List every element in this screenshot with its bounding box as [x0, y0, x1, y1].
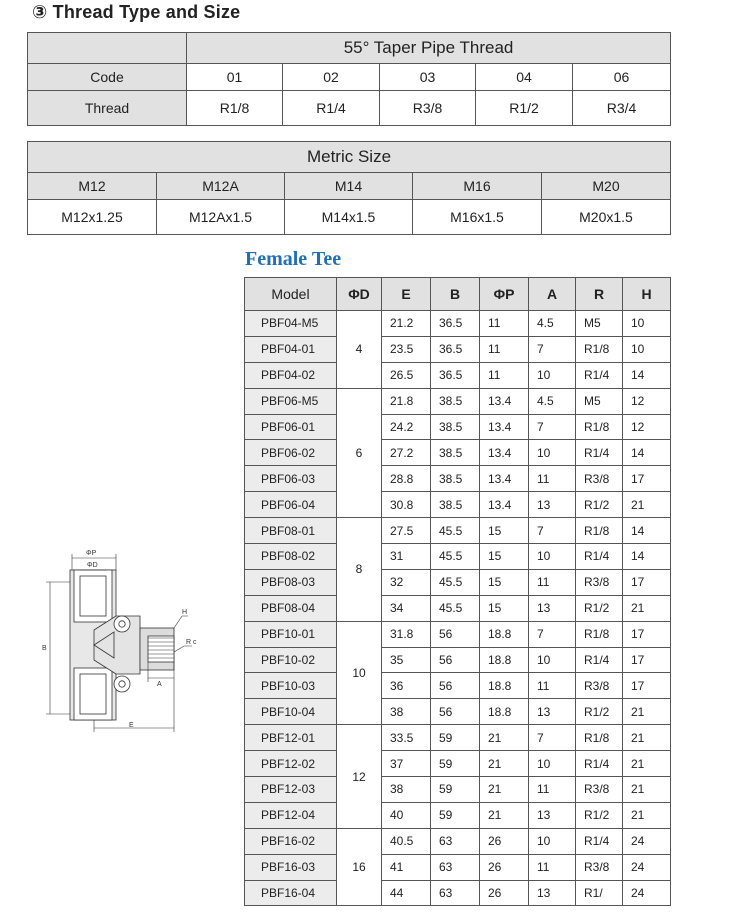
female-tee-diagram — [36, 546, 216, 746]
model-cell: PBF16-04 — [245, 880, 337, 906]
table-row — [245, 544, 671, 570]
dim-r-cell: R3/8 — [576, 777, 623, 803]
thread-cell: R1/8 — [187, 91, 283, 126]
thread-cell: R3/8 — [380, 91, 476, 126]
dim-b-cell: 59 — [431, 802, 480, 828]
model-cell: PBF08-04 — [245, 595, 337, 621]
code-cell: 06 — [573, 64, 671, 91]
dim-r-cell: R3/8 — [576, 466, 623, 492]
table-row — [245, 440, 671, 466]
dim-r-cell: R1/8 — [576, 621, 623, 647]
dim-p-cell: 21 — [480, 802, 529, 828]
dim-b-cell: 36.5 — [431, 336, 480, 362]
table-row — [245, 492, 671, 518]
dim-a-cell: 13 — [529, 880, 576, 906]
metric-size-table — [27, 141, 671, 235]
model-cell: PBF04-M5 — [245, 311, 337, 337]
dim-p-cell: 15 — [480, 544, 529, 570]
dim-b-cell: 59 — [431, 751, 480, 777]
dim-a-cell: 10 — [529, 647, 576, 673]
metric-thread-cell: M12Ax1.5 — [157, 200, 285, 235]
dim-b-cell: 38.5 — [431, 492, 480, 518]
section-title: Thread Type and Size — [52, 2, 241, 22]
tube-od-cell: 8 — [337, 518, 382, 622]
dim-b-cell: 45.5 — [431, 518, 480, 544]
female-tee-title: Female Tee — [245, 248, 342, 270]
model-cell: PBF10-03 — [245, 673, 337, 699]
tube-od-cell: 4 — [337, 311, 382, 389]
table-row — [245, 699, 671, 725]
metric-thread-cell: M12x1.25 — [28, 200, 157, 235]
code-cell: 02 — [283, 64, 380, 91]
col-h-header: H — [623, 278, 671, 311]
dim-b-cell: 59 — [431, 725, 480, 751]
dim-h-cell: 21 — [623, 802, 671, 828]
code-cell: 03 — [380, 64, 476, 91]
dim-p-cell: 15 — [480, 518, 529, 544]
female-tee-body — [245, 311, 671, 906]
model-cell: PBF06-01 — [245, 414, 337, 440]
col-a-header: A — [529, 278, 576, 311]
dim-r-cell: R1/8 — [576, 725, 623, 751]
dim-a-cell: 4.5 — [529, 311, 576, 337]
dim-e-cell: 26.5 — [382, 362, 431, 388]
dim-e-cell: 31 — [382, 544, 431, 570]
dim-a-cell: 10 — [529, 544, 576, 570]
model-cell: PBF06-04 — [245, 492, 337, 518]
dim-a-cell: 13 — [529, 492, 576, 518]
diagram-label-h: H — [182, 609, 188, 616]
dim-p-cell: 13.4 — [480, 414, 529, 440]
dim-a-cell: 10 — [529, 828, 576, 854]
dim-e-cell: 33.5 — [382, 725, 431, 751]
dim-p-cell: 11 — [480, 362, 529, 388]
model-cell: PBF16-02 — [245, 828, 337, 854]
tube-od-cell: 10 — [337, 621, 382, 725]
dim-b-cell: 38.5 — [431, 388, 480, 414]
dim-e-cell: 31.8 — [382, 621, 431, 647]
dim-h-cell: 17 — [623, 647, 671, 673]
dim-a-cell: 13 — [529, 699, 576, 725]
metric-size-cell: M12 — [28, 173, 157, 200]
dim-p-cell: 26 — [480, 854, 529, 880]
dim-r-cell: R1/2 — [576, 699, 623, 725]
dim-r-cell: R1/8 — [576, 336, 623, 362]
code-cell: 01 — [187, 64, 283, 91]
dim-b-cell: 36.5 — [431, 362, 480, 388]
dim-e-cell: 23.5 — [382, 336, 431, 362]
diagram-drawing — [46, 554, 192, 732]
dim-p-cell: 13.4 — [480, 466, 529, 492]
metric-size-cell: M14 — [285, 173, 413, 200]
dim-b-cell: 63 — [431, 828, 480, 854]
dim-a-cell: 13 — [529, 802, 576, 828]
dim-p-cell: 21 — [480, 777, 529, 803]
model-cell: PBF06-M5 — [245, 388, 337, 414]
dim-p-cell: 18.8 — [480, 699, 529, 725]
dim-p-cell: 15 — [480, 595, 529, 621]
thread-table-corner — [28, 33, 187, 64]
metric-size-cell: M20 — [542, 173, 671, 200]
dim-a-cell: 11 — [529, 673, 576, 699]
dim-r-cell: M5 — [576, 311, 623, 337]
dim-e-cell: 21.8 — [382, 388, 431, 414]
model-cell: PBF10-01 — [245, 621, 337, 647]
dim-h-cell: 21 — [623, 751, 671, 777]
section-number: ③ — [32, 2, 48, 22]
dim-a-cell: 11 — [529, 466, 576, 492]
dim-p-cell: 21 — [480, 725, 529, 751]
dim-e-cell: 21.2 — [382, 311, 431, 337]
dim-h-cell: 12 — [623, 414, 671, 440]
dim-h-cell: 10 — [623, 311, 671, 337]
dim-a-cell: 7 — [529, 621, 576, 647]
tube-od-cell: 12 — [337, 725, 382, 829]
table-row — [245, 880, 671, 906]
dim-e-cell: 27.5 — [382, 518, 431, 544]
table-row — [245, 621, 671, 647]
model-cell: PBF16-03 — [245, 854, 337, 880]
table-row — [245, 336, 671, 362]
dim-r-cell: R3/8 — [576, 854, 623, 880]
dim-b-cell: 38.5 — [431, 440, 480, 466]
model-cell: PBF10-04 — [245, 699, 337, 725]
diagram-label-d: ΦD — [87, 562, 98, 569]
model-cell: PBF08-01 — [245, 518, 337, 544]
model-cell: PBF12-02 — [245, 751, 337, 777]
dim-e-cell: 38 — [382, 699, 431, 725]
thread-label: Thread — [28, 91, 187, 126]
model-cell: PBF06-03 — [245, 466, 337, 492]
dim-p-cell: 18.8 — [480, 647, 529, 673]
col-e-header: E — [382, 278, 431, 311]
dim-a-cell: 10 — [529, 751, 576, 777]
dim-a-cell: 7 — [529, 414, 576, 440]
diagram-label-e: E — [129, 722, 134, 729]
diagram-label-a: A — [157, 681, 162, 688]
model-cell: PBF12-01 — [245, 725, 337, 751]
table-row — [245, 647, 671, 673]
dim-h-cell: 21 — [623, 699, 671, 725]
dim-b-cell: 45.5 — [431, 569, 480, 595]
metric-table-header: Metric Size — [28, 142, 671, 173]
dim-a-cell: 11 — [529, 777, 576, 803]
dim-h-cell: 12 — [623, 388, 671, 414]
dim-r-cell: R3/8 — [576, 569, 623, 595]
dim-p-cell: 18.8 — [480, 673, 529, 699]
dim-b-cell: 56 — [431, 699, 480, 725]
dim-p-cell: 13.4 — [480, 388, 529, 414]
dim-p-cell: 11 — [480, 336, 529, 362]
metric-size-cell: M16 — [413, 173, 542, 200]
model-cell: PBF04-02 — [245, 362, 337, 388]
dim-a-cell: 7 — [529, 336, 576, 362]
dim-b-cell: 56 — [431, 673, 480, 699]
table-row — [245, 854, 671, 880]
dim-h-cell: 24 — [623, 828, 671, 854]
dim-h-cell: 21 — [623, 595, 671, 621]
table-row — [245, 802, 671, 828]
dim-h-cell: 10 — [623, 336, 671, 362]
dim-r-cell: R1/4 — [576, 440, 623, 466]
dim-e-cell: 32 — [382, 569, 431, 595]
thread-cell: R1/4 — [283, 91, 380, 126]
table-row — [245, 673, 671, 699]
table-row — [245, 725, 671, 751]
dim-p-cell: 11 — [480, 311, 529, 337]
dim-a-cell: 4.5 — [529, 388, 576, 414]
dim-r-cell: R1/2 — [576, 802, 623, 828]
dim-r-cell: R1/8 — [576, 518, 623, 544]
model-cell: PBF04-01 — [245, 336, 337, 362]
female-tee-table — [244, 277, 671, 906]
dim-b-cell: 63 — [431, 880, 480, 906]
dim-h-cell: 14 — [623, 544, 671, 570]
table-row — [245, 751, 671, 777]
dim-r-cell: R1/4 — [576, 544, 623, 570]
diagram-label-p: ΦP — [86, 550, 97, 557]
dim-b-cell: 63 — [431, 854, 480, 880]
dim-r-cell: R1/4 — [576, 751, 623, 777]
dim-b-cell: 59 — [431, 777, 480, 803]
dim-e-cell: 40.5 — [382, 828, 431, 854]
dim-r-cell: R3/8 — [576, 673, 623, 699]
dim-h-cell: 17 — [623, 466, 671, 492]
dim-r-cell: R1/8 — [576, 414, 623, 440]
diagram-label-b: B — [42, 645, 47, 652]
metric-size-cell: M12A — [157, 173, 285, 200]
dim-r-cell: R1/2 — [576, 492, 623, 518]
table-row — [245, 569, 671, 595]
table-row — [245, 777, 671, 803]
thread-cell: R1/2 — [476, 91, 573, 126]
dim-b-cell: 38.5 — [431, 414, 480, 440]
model-cell: PBF08-03 — [245, 569, 337, 595]
dim-e-cell: 36 — [382, 673, 431, 699]
dim-b-cell: 45.5 — [431, 595, 480, 621]
dim-b-cell: 45.5 — [431, 544, 480, 570]
dim-h-cell: 14 — [623, 518, 671, 544]
dim-a-cell: 7 — [529, 725, 576, 751]
dim-a-cell: 7 — [529, 518, 576, 544]
dim-a-cell: 13 — [529, 595, 576, 621]
dim-e-cell: 37 — [382, 751, 431, 777]
model-cell: PBF08-02 — [245, 544, 337, 570]
dim-e-cell: 35 — [382, 647, 431, 673]
col-p-header: ΦP — [480, 278, 529, 311]
code-label: Code — [28, 64, 187, 91]
dim-h-cell: 14 — [623, 362, 671, 388]
dim-p-cell: 26 — [480, 880, 529, 906]
dim-e-cell: 34 — [382, 595, 431, 621]
model-cell: PBF12-03 — [245, 777, 337, 803]
code-cell: 04 — [476, 64, 573, 91]
table-row — [245, 595, 671, 621]
table-row — [245, 311, 671, 337]
dim-b-cell: 56 — [431, 621, 480, 647]
col-b-header: B — [431, 278, 480, 311]
model-cell: PBF06-02 — [245, 440, 337, 466]
female-tee-header-row — [245, 278, 671, 311]
dim-p-cell: 15 — [480, 569, 529, 595]
section-heading — [32, 2, 240, 23]
dim-e-cell: 41 — [382, 854, 431, 880]
dim-a-cell: 11 — [529, 854, 576, 880]
dim-e-cell: 27.2 — [382, 440, 431, 466]
dim-r-cell: M5 — [576, 388, 623, 414]
dim-r-cell: R1/4 — [576, 362, 623, 388]
col-model-header: Model — [245, 278, 337, 311]
dim-h-cell: 14 — [623, 440, 671, 466]
dim-h-cell: 24 — [623, 880, 671, 906]
dim-h-cell: 17 — [623, 673, 671, 699]
table-row — [245, 388, 671, 414]
table-row — [245, 362, 671, 388]
dim-h-cell: 17 — [623, 621, 671, 647]
dim-p-cell: 13.4 — [480, 440, 529, 466]
model-cell: PBF10-02 — [245, 647, 337, 673]
dim-e-cell: 30.8 — [382, 492, 431, 518]
dim-h-cell: 24 — [623, 854, 671, 880]
dim-h-cell: 21 — [623, 777, 671, 803]
tube-od-cell: 16 — [337, 828, 382, 906]
col-r-header: R — [576, 278, 623, 311]
table-row — [245, 414, 671, 440]
dim-p-cell: 13.4 — [480, 492, 529, 518]
thread-table-header: 55° Taper Pipe Thread — [187, 33, 671, 64]
dim-b-cell: 36.5 — [431, 311, 480, 337]
table-row — [245, 828, 671, 854]
metric-thread-cell: M16x1.5 — [413, 200, 542, 235]
dim-e-cell: 44 — [382, 880, 431, 906]
dim-r-cell: R1/ — [576, 880, 623, 906]
metric-thread-cell: M20x1.5 — [542, 200, 671, 235]
dim-b-cell: 56 — [431, 647, 480, 673]
model-cell: PBF12-04 — [245, 802, 337, 828]
dim-h-cell: 17 — [623, 569, 671, 595]
dim-p-cell: 26 — [480, 828, 529, 854]
col-d-header: ΦD — [337, 278, 382, 311]
dim-e-cell: 40 — [382, 802, 431, 828]
dim-r-cell: R1/2 — [576, 595, 623, 621]
table-row — [245, 518, 671, 544]
diagram-label-rc: R c — [186, 639, 197, 646]
dim-a-cell: 10 — [529, 440, 576, 466]
table-row — [245, 466, 671, 492]
thread-cell: R3/4 — [573, 91, 671, 126]
metric-thread-cell: M14x1.5 — [285, 200, 413, 235]
dim-e-cell: 24.2 — [382, 414, 431, 440]
tube-od-cell: 6 — [337, 388, 382, 517]
dim-b-cell: 38.5 — [431, 466, 480, 492]
dim-p-cell: 18.8 — [480, 621, 529, 647]
dim-a-cell: 10 — [529, 362, 576, 388]
dim-a-cell: 11 — [529, 569, 576, 595]
dim-r-cell: R1/4 — [576, 647, 623, 673]
dim-e-cell: 28.8 — [382, 466, 431, 492]
dim-h-cell: 21 — [623, 725, 671, 751]
dim-h-cell: 21 — [623, 492, 671, 518]
dim-e-cell: 38 — [382, 777, 431, 803]
dim-r-cell: R1/4 — [576, 828, 623, 854]
thread-type-table — [27, 32, 671, 126]
dim-p-cell: 21 — [480, 751, 529, 777]
